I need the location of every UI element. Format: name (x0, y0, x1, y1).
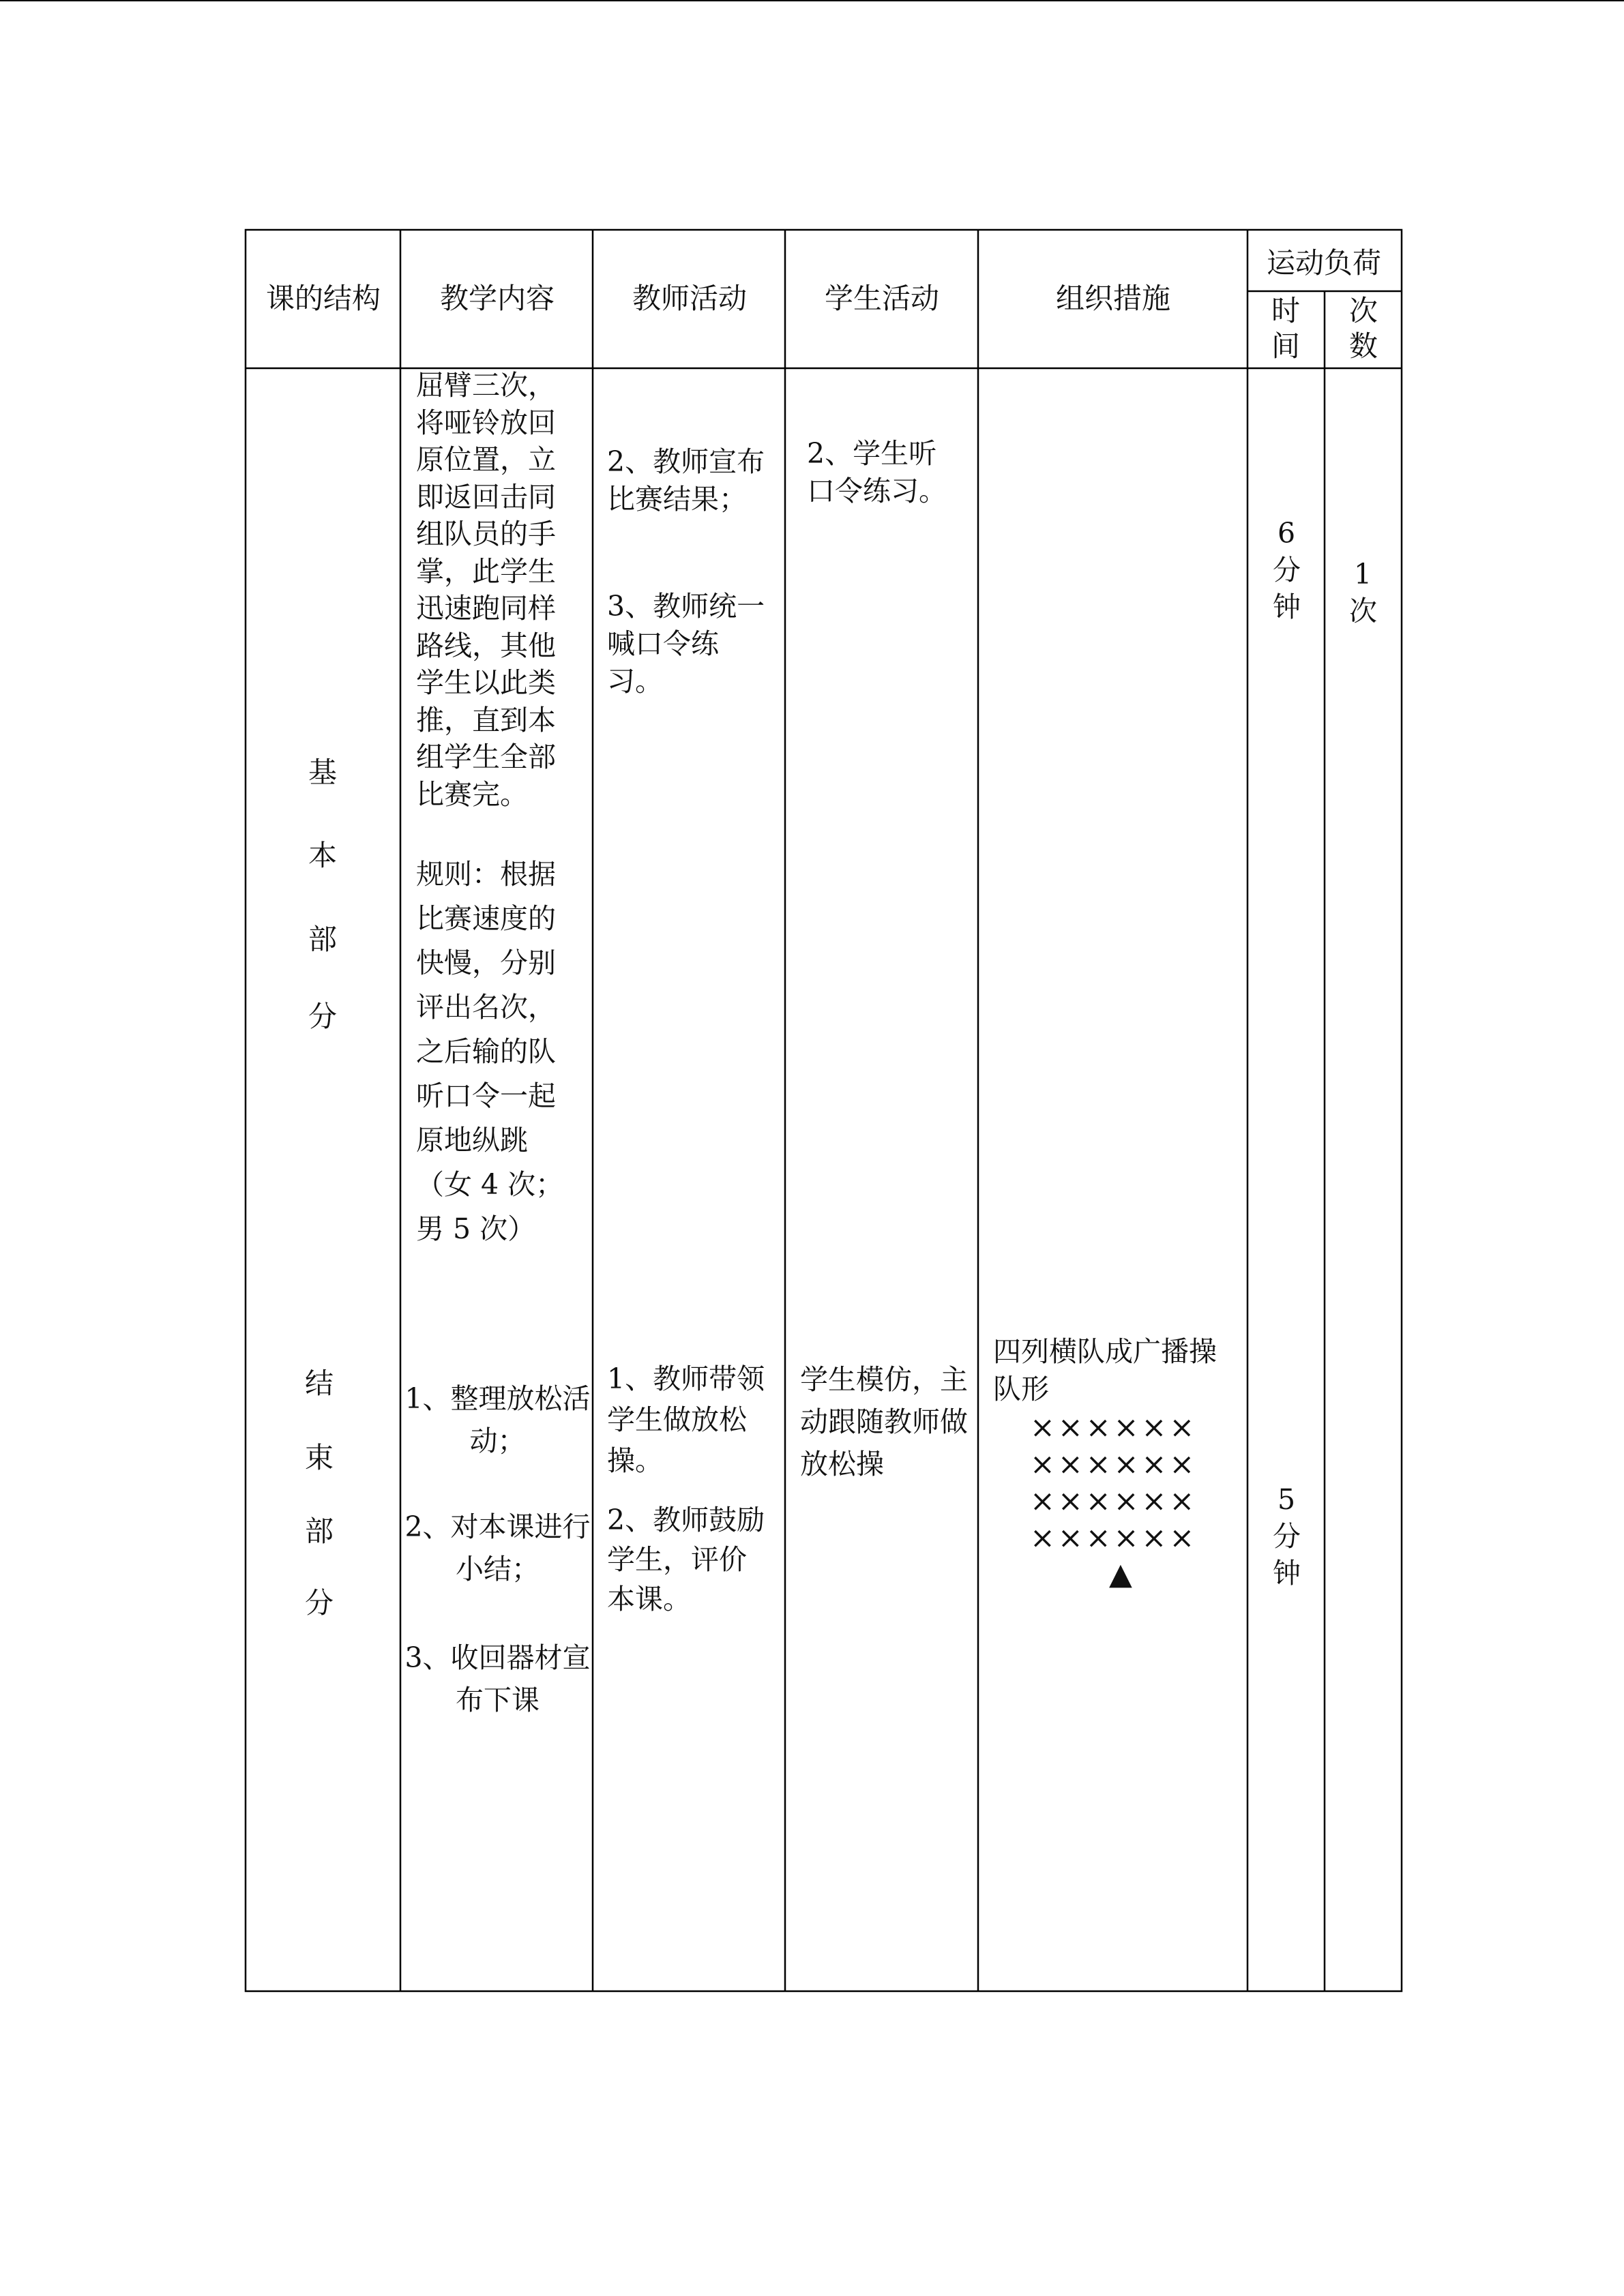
ending-content-dismiss: 3、收回器材宣 布下课 (404, 1641, 591, 1716)
basic-section-char-1: 基 (308, 756, 338, 789)
basic-section-char-3: 部 (308, 923, 338, 956)
formation-row-3: ×××××× (1030, 1484, 1198, 1519)
ending-student-activity: 学生模仿，主 动跟随教师做 放松操 (800, 1363, 968, 1480)
header-count: 次数 (1349, 294, 1378, 363)
basic-student-activity: 2、学生听 口令练习。 (807, 437, 947, 507)
formation-row-2: ×××××× (1030, 1447, 1198, 1482)
basic-content-rules: 规则：根据 比赛速度的 快慢，分别 评出名次， 之后输的队 听口令一起 原地纵跳 （女 4 次； 男 5 次） (416, 858, 564, 1245)
basic-teacher-command: 3、教师统一 喊口令练 习。 (607, 590, 765, 698)
basic-teacher-announce: 2、教师宣布 比赛结果； (607, 445, 765, 516)
header-teacher: 教师活动 (632, 282, 748, 315)
ending-section-char-2: 束 (305, 1441, 334, 1474)
ending-organization-title: 四列横队成广播操 队形 (993, 1335, 1217, 1405)
ending-content-summary: 2、对本课进行 小结； (404, 1510, 591, 1585)
header-content: 教学内容 (440, 282, 555, 315)
ending-time: 5 分 钟 (1273, 1483, 1301, 1590)
header-load: 运动负荷 (1267, 246, 1382, 280)
basic-content-procedure: 屈臂三次， 将哑铃放回 原位置，立 即返回击同 组队员的手 掌，此学生 迅速跑同样 路线，其他 学生以此类 推，直到本 组学生全部 比赛完。 (416, 369, 556, 811)
basic-count: 1 次 (1349, 558, 1377, 627)
teacher-position-marker: ▲ (1109, 1557, 1132, 1592)
header-organization: 组织措施 (1056, 282, 1171, 315)
basic-time: 6 分 钟 (1273, 517, 1301, 623)
ending-content-relax: 1、整理放松活 动； (404, 1382, 591, 1457)
header-time: 时间 (1271, 294, 1301, 363)
formation-row-1: ×××××× (1030, 1410, 1198, 1445)
basic-section-char-2: 本 (308, 839, 338, 872)
basic-section-char-4: 分 (308, 1000, 338, 1033)
formation-row-4: ×××××× (1030, 1521, 1198, 1555)
header-student: 学生活动 (825, 282, 940, 315)
ending-section-char-3: 部 (305, 1515, 334, 1548)
ending-section-char-4: 分 (305, 1586, 334, 1620)
ending-teacher-evaluate: 2、教师鼓励 学生，评价 本课。 (607, 1504, 765, 1615)
ending-teacher-lead: 1、教师带领 学生做放松 操。 (607, 1362, 765, 1477)
ending-section-char-1: 结 (305, 1367, 334, 1400)
header-structure: 课的结构 (266, 282, 381, 315)
